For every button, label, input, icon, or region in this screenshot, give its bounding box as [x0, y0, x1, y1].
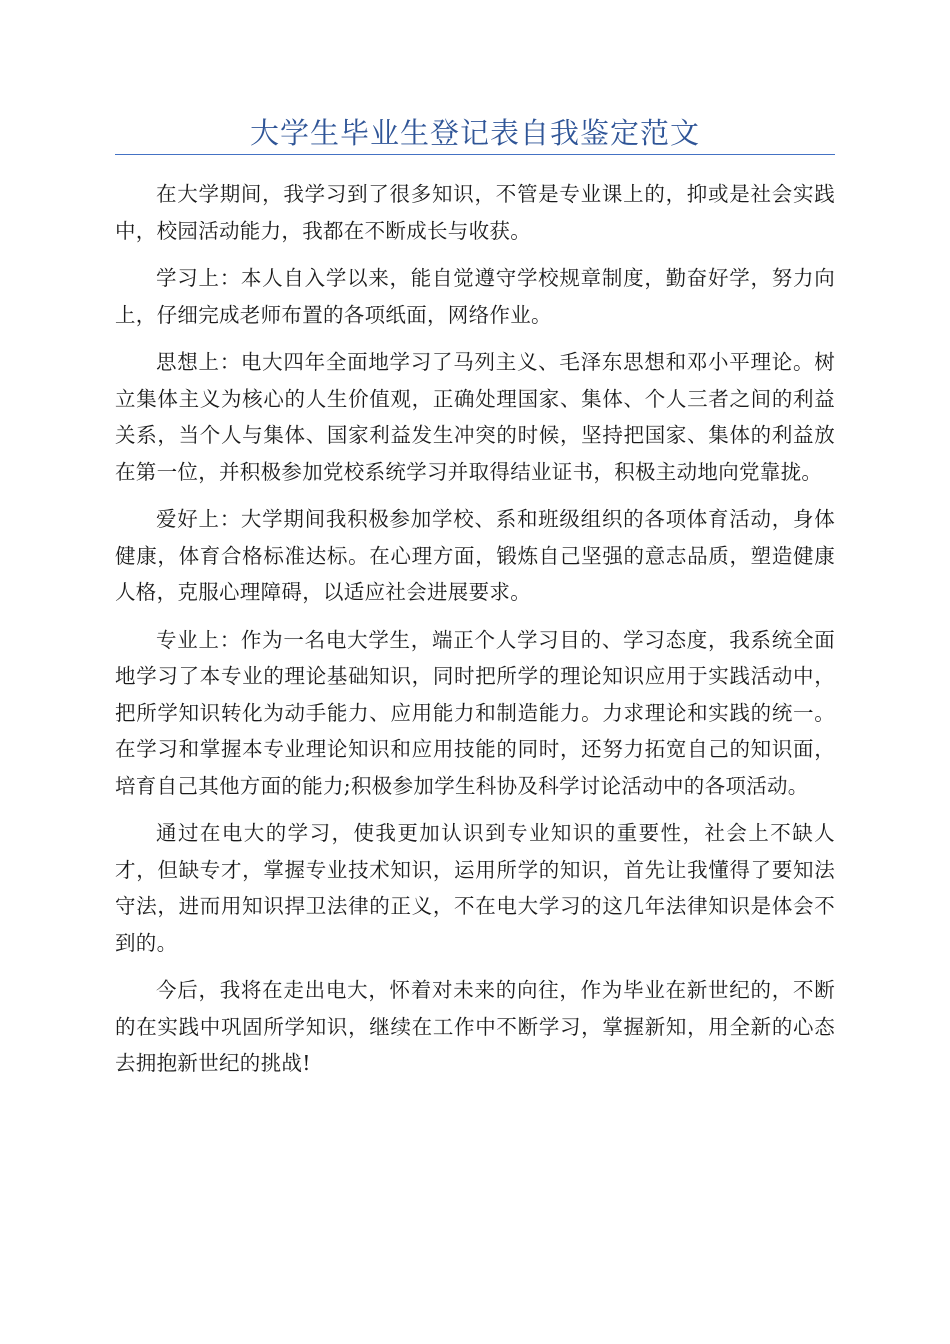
paragraph-hobbies: 爱好上：大学期间我积极参加学校、系和班级组织的各项体育活动，身体健康，体育合格标准达标。在心理方面，锻炼自己坚强的意志品质，塑造健康人格，克服心理障碍，以适应社会进展要求。 — [115, 507, 835, 604]
paragraph-reflection: 通过在电大的学习，使我更加认识到专业知识的重要性，社会上不缺人才，但缺专才，掌握专业技术知识，运用所学的知识，首先让我懂得了要知法守法，进而用知识捍卫法律的正义，不在电大学习的这几年法律知识是体会不到的。 — [115, 821, 835, 955]
paragraph-future: 今后，我将在走出电大，怀着对未来的向往，作为毕业在新世纪的，不断的在实践中巩固所学知识，继续在工作中不断学习，掌握新知，用全新的心态去拥抱新世纪的挑战! — [115, 978, 835, 1075]
page-title: 大学生毕业生登记表自我鉴定范文 — [249, 116, 700, 150]
paragraph-major: 专业上：作为一名电大学生，端正个人学习目的、学习态度，我系统全面地学习了本专业的理论基础知识，同时把所学的理论知识应用于实践活动中，把所学知识转化为动手能力、应用能力和制造能力。力求理论和实践的统一。在学习和掌握本专业理论知识和应用技能的同时，还努力拓宽自己的知识面，培育自己其他方面的能力;积极参加学生科协及科学讨论活动中的各项活动。 — [115, 627, 835, 798]
paragraph-ideology: 思想上：电大四年全面地学习了马列主义、毛泽东思想和邓小平理论。树立集体主义为核心的人生价值观，正确处理国家、集体、个人三者之间的利益关系，当个人与集体、国家利益发生冲突的时候，坚持把国家、集体的利益放在第一位，并积极参加党校系统学习并取得结业证书，积极主动地向党靠拢。 — [115, 350, 835, 484]
title-underline — [115, 154, 835, 155]
paragraph-study: 学习上：本人自入学以来，能自觉遵守学校规章制度，勤奋好学，努力向上，仔细完成老师布置的各项纸面，网络作业。 — [115, 266, 835, 327]
document-body — [115, 176, 835, 1093]
paragraph-intro: 在大学期间，我学习到了很多知识，不管是专业课上的，抑或是社会实践中，校园活动能力，我都在不断成长与收获。 — [115, 182, 835, 243]
